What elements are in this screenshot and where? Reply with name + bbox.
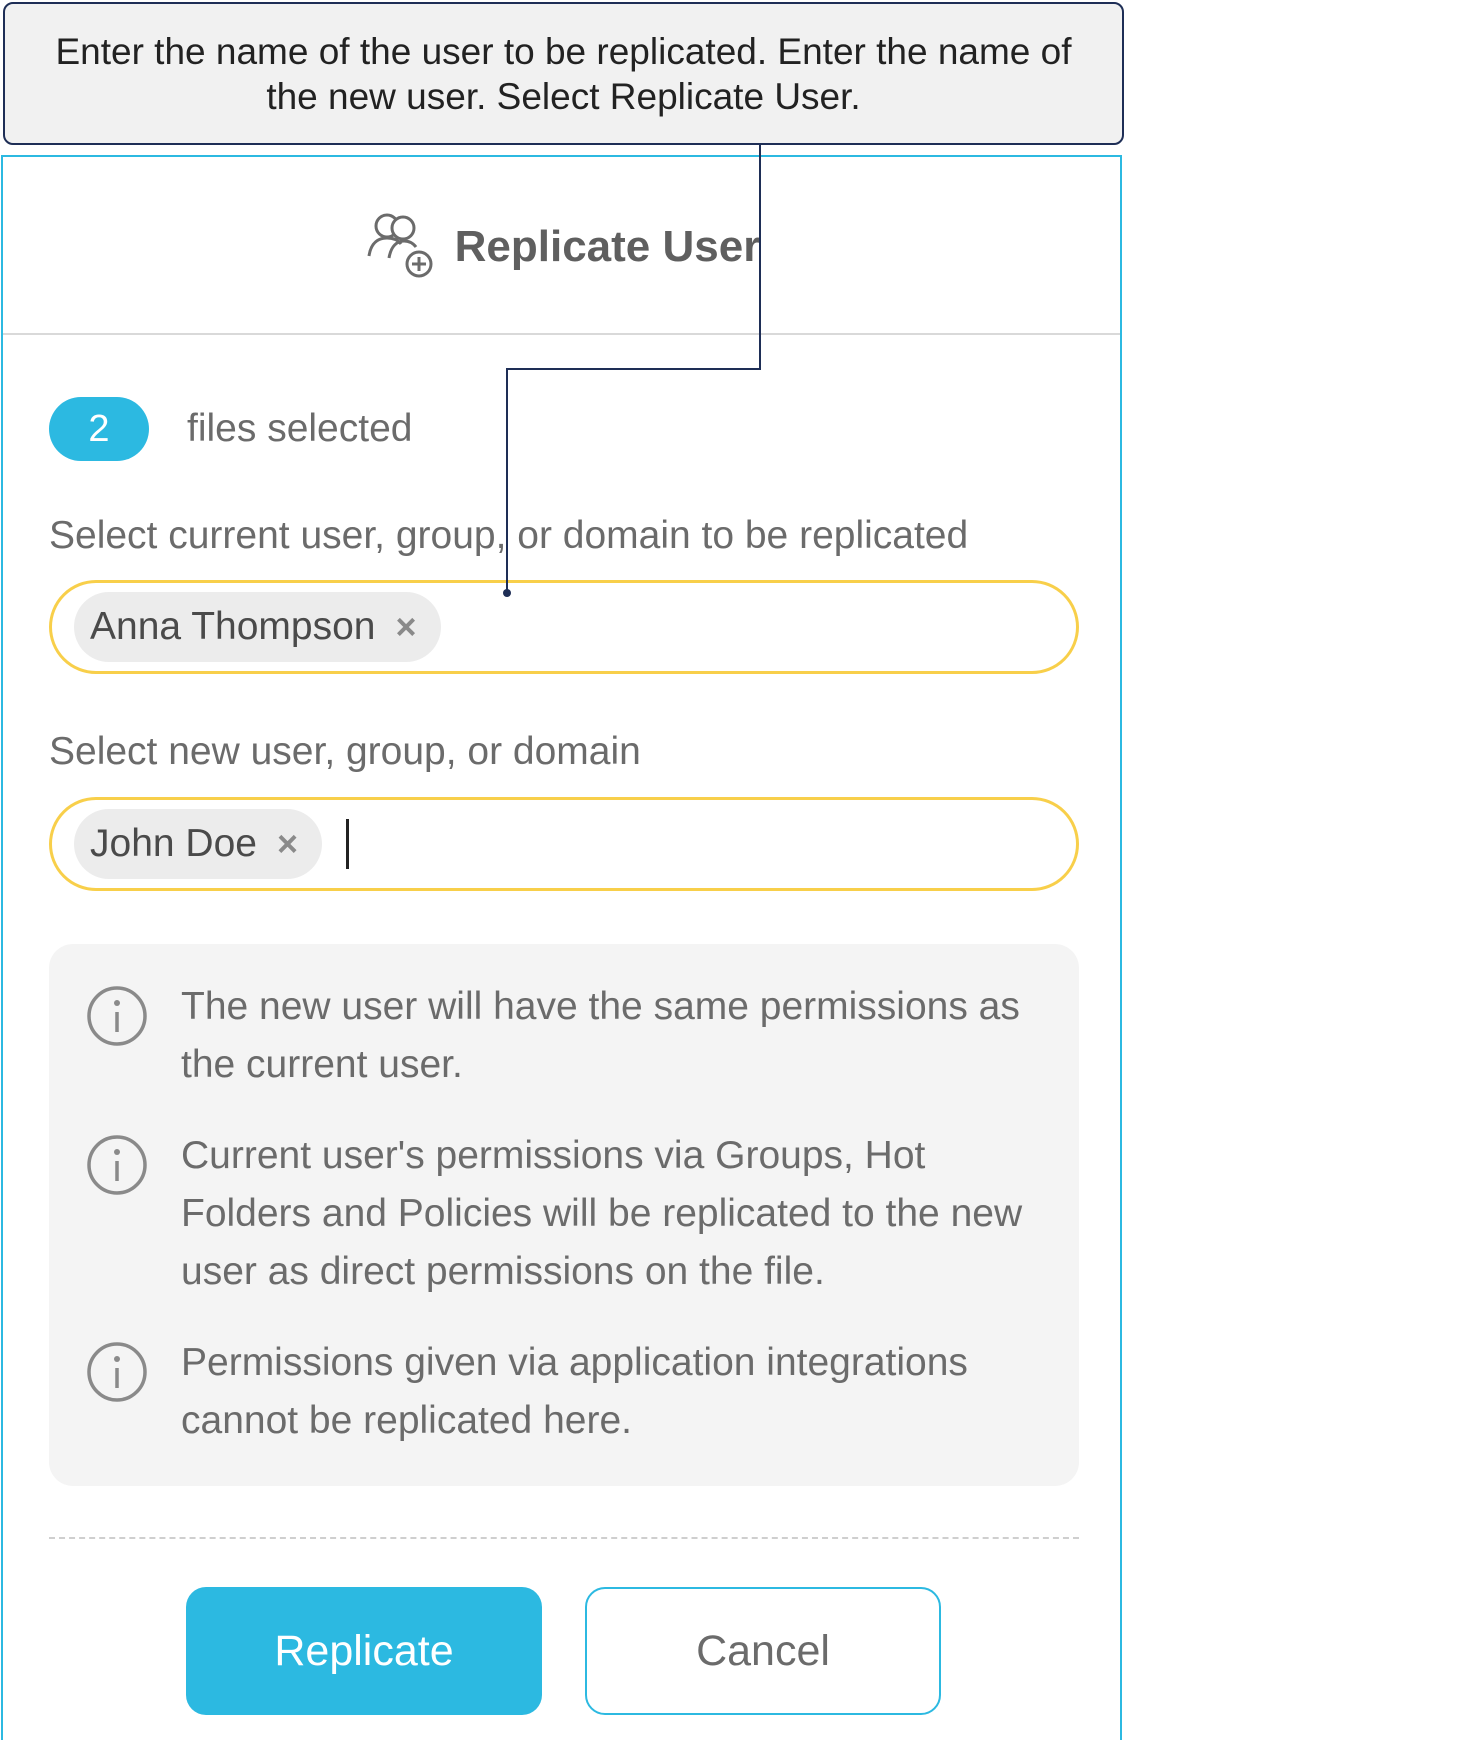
new-user-chip	[74, 809, 322, 879]
cancel-button[interactable]: Cancel	[585, 1587, 941, 1715]
replicate-user-dialog	[1, 155, 1122, 1740]
dialog-title: Replicate User	[454, 222, 761, 271]
footer-divider	[49, 1537, 1079, 1539]
selection-count-badge: 2	[49, 397, 149, 461]
current-user-chip-label: Anna Thompson	[90, 605, 376, 648]
new-user-chip-label: John Doe	[90, 822, 257, 865]
info-note	[85, 1334, 1031, 1450]
info-note-text: The new user will have the same permissions as the current user.	[181, 985, 1020, 1086]
instruction-callout	[3, 2, 1124, 145]
new-user-label: Select new user, group, or domain	[49, 730, 641, 773]
info-icon	[85, 1133, 149, 1197]
current-user-label: Select current user, group, or domain to be replicated	[49, 514, 969, 557]
info-note-text: Current user's permissions via Groups, Hot Folders and Policies will be replicated to the new user as direct permissions on the file.	[181, 1134, 1023, 1293]
current-user-chip	[74, 592, 441, 662]
selection-count-row	[49, 397, 412, 461]
info-icon	[85, 1340, 149, 1404]
selection-count-label: files selected	[187, 407, 413, 450]
dialog-header	[3, 157, 1120, 335]
info-note-text: Permissions given via application integrations cannot be replicated here.	[181, 1341, 968, 1442]
remove-current-user-icon[interactable]: ×	[395, 606, 417, 647]
callout-text: Enter the name of the user to be replicated. Enter the name of the new user. Select Replicate User.	[55, 30, 1072, 117]
info-note	[85, 978, 1031, 1094]
remove-new-user-icon[interactable]: ×	[276, 823, 298, 864]
users-add-icon	[363, 208, 437, 282]
info-notes-panel	[49, 944, 1079, 1486]
new-user-input[interactable]	[49, 797, 1079, 891]
info-note	[85, 1127, 1031, 1301]
text-cursor	[346, 819, 349, 869]
replicate-button[interactable]: Replicate	[186, 1587, 542, 1715]
current-user-input[interactable]	[49, 580, 1079, 674]
info-icon	[85, 984, 149, 1048]
